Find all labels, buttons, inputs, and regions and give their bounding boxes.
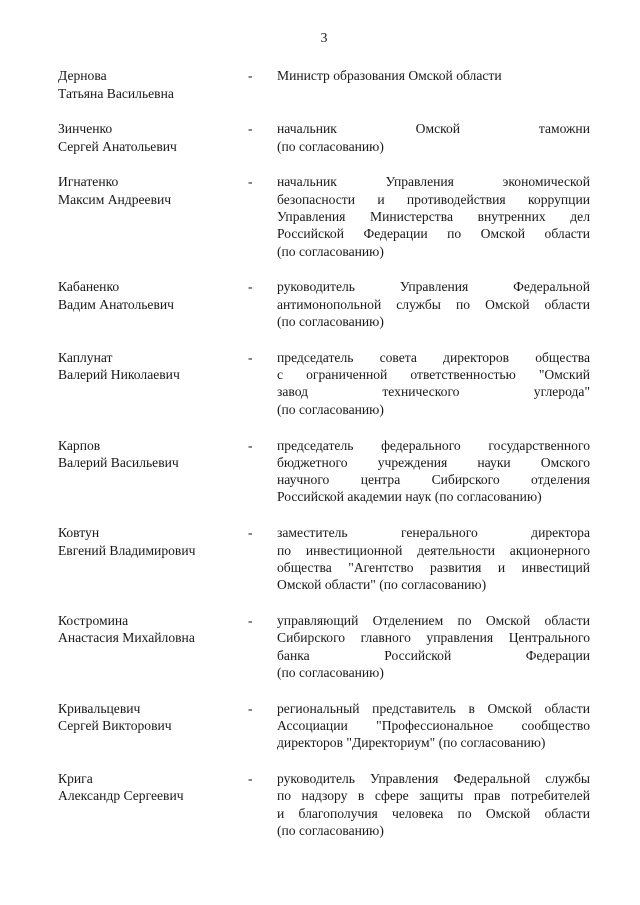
member-name xyxy=(58,278,248,313)
position-line: Российской Федерации по Омской области xyxy=(277,226,590,242)
position-line: начальник Омской таможни xyxy=(277,121,590,137)
position-line: научного центра Сибирского отделения xyxy=(277,472,590,488)
position-line: Сибирского главного управления Центрального xyxy=(277,630,590,646)
dash-separator: - xyxy=(248,174,253,190)
member-given-name: Анастасия Михайловна xyxy=(58,630,195,646)
member-surname: Кабаненко xyxy=(58,279,120,295)
dash-separator: - xyxy=(248,612,253,628)
position-line: (по согласованию) xyxy=(277,243,384,259)
position-line: начальник Управления экономической xyxy=(277,174,590,190)
dash-separator: - xyxy=(248,700,253,716)
position-line: (по согласованию) xyxy=(277,138,384,154)
position-line: банка Российской Федерации xyxy=(277,647,590,663)
members-list xyxy=(58,67,590,839)
member-surname: Кривальцевич xyxy=(58,700,141,716)
member-name xyxy=(58,437,248,472)
member-given-name: Валерий Николаевич xyxy=(58,367,180,383)
member-surname: Дернова xyxy=(58,68,107,84)
member-row xyxy=(58,700,590,752)
position-line: директоров "Директориум" (по согласованию) xyxy=(277,735,546,751)
member-name xyxy=(58,173,248,208)
position-line: завод технического углерода" xyxy=(277,384,590,400)
position-line: управляющий Отделением по Омской области xyxy=(277,612,590,628)
member-position xyxy=(277,120,590,155)
position-line: Омской области" (по согласованию) xyxy=(277,577,487,593)
position-line: (по согласованию) xyxy=(277,822,384,838)
page-number: 3 xyxy=(320,30,328,45)
member-row xyxy=(58,120,590,155)
position-line: антимонопольной службы по Омской области xyxy=(277,296,590,312)
member-given-name: Евгений Владимирович xyxy=(58,542,196,558)
position-line: Российской академии наук (по согласованию) xyxy=(277,489,542,505)
position-line: руководитель Управления Федеральной xyxy=(277,279,590,295)
member-name xyxy=(58,120,248,155)
member-row xyxy=(58,770,590,839)
member-position xyxy=(277,524,590,593)
member-name xyxy=(58,524,248,559)
member-position xyxy=(277,278,590,330)
member-position xyxy=(277,700,590,752)
member-given-name: Сергей Викторович xyxy=(58,717,172,733)
position-line: Ассоциации "Профессиональное сообщество xyxy=(277,717,590,733)
position-line: по надзору в сфере защиты прав потребителей xyxy=(277,788,590,804)
member-surname: Игнатенко xyxy=(58,174,119,190)
position-line: с ограниченной ответственностью "Омский xyxy=(277,367,590,383)
member-given-name: Александр Сергеевич xyxy=(58,788,184,804)
position-line: Управления Министерства внутренних дел xyxy=(277,209,590,225)
member-given-name: Максим Андреевич xyxy=(58,191,172,207)
member-name xyxy=(58,67,248,102)
member-name xyxy=(58,700,248,735)
dash-separator: - xyxy=(248,68,253,84)
position-line: Министр образования Омской области xyxy=(277,68,502,84)
member-surname: Костромина xyxy=(58,612,129,628)
position-line: руководитель Управления Федеральной службы xyxy=(277,771,590,786)
member-name xyxy=(58,770,248,805)
dash-separator: - xyxy=(248,771,253,786)
member-position xyxy=(277,612,590,681)
member-surname: Каплунат xyxy=(58,349,113,365)
position-line: безопасности и противодействия коррупции xyxy=(277,191,590,207)
position-line: региональный представитель в Омской области xyxy=(277,700,590,716)
member-given-name: Вадим Анатольевич xyxy=(58,296,174,312)
dash-separator: - xyxy=(248,279,253,295)
member-row xyxy=(58,173,590,259)
position-line: председатель федерального государственного xyxy=(277,437,590,453)
member-position xyxy=(277,437,590,506)
member-row xyxy=(58,612,590,681)
position-line: по инвестиционной деятельности акционерного xyxy=(277,542,590,558)
position-line: бюджетного учреждения науки Омского xyxy=(277,454,590,470)
position-line: и благополучия человека по Омской области xyxy=(277,805,590,821)
member-surname: Зинченко xyxy=(58,121,113,137)
member-name xyxy=(58,612,248,647)
member-surname: Карпов xyxy=(58,437,101,453)
member-given-name: Сергей Анатольевич xyxy=(58,138,177,154)
member-position xyxy=(277,67,590,84)
member-surname: Ковтун xyxy=(58,525,100,541)
position-line: заместитель генерального директора xyxy=(277,525,590,541)
member-position xyxy=(277,770,590,839)
position-line: общества "Агентство развития и инвестиций xyxy=(277,559,590,575)
member-given-name: Татьяна Васильевна xyxy=(58,85,174,101)
member-surname: Крига xyxy=(58,771,93,786)
member-position xyxy=(277,349,590,418)
position-line: (по согласованию) xyxy=(277,401,384,417)
dash-separator: - xyxy=(248,349,253,365)
dash-separator: - xyxy=(248,437,253,453)
dash-separator: - xyxy=(248,121,253,137)
member-given-name: Валерий Васильевич xyxy=(58,454,179,470)
position-line: председатель совета директоров общества xyxy=(277,349,590,365)
member-row xyxy=(58,349,590,418)
position-line: (по согласованию) xyxy=(277,314,384,330)
member-position xyxy=(277,173,590,259)
member-row xyxy=(58,524,590,593)
member-row xyxy=(58,278,590,330)
member-row xyxy=(58,437,590,506)
position-line: (по согласованию) xyxy=(277,664,384,680)
member-name xyxy=(58,349,248,384)
dash-separator: - xyxy=(248,525,253,541)
member-row xyxy=(58,67,590,102)
